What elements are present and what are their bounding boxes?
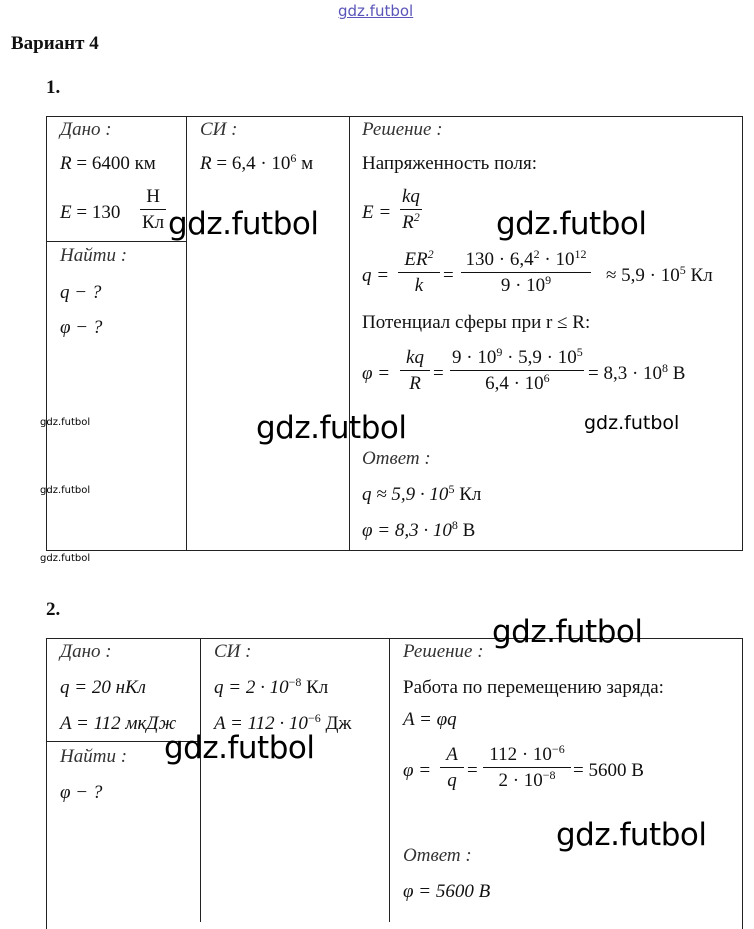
si-radius: $R = 6,4 \cdot 10^6$ м <box>200 151 314 174</box>
find-item: φ − ? <box>60 782 103 803</box>
solution-text: Потенциал сферы при r ≤ R: <box>362 312 591 333</box>
eq-potential-fraction: $\frac{A}{q}$ <box>440 745 464 790</box>
answer-potential: φ = 5600 В <box>403 881 491 902</box>
eq-charge-lhs: q = <box>362 265 390 286</box>
eq-work: A = φq <box>403 709 457 730</box>
watermark: gdz.futbol <box>492 614 643 650</box>
eq-field-fraction: $\frac{kq}{R^2}$ <box>402 186 420 233</box>
given-field: E = 130 <box>60 202 121 223</box>
eq-charge-equals: = <box>443 265 454 286</box>
variant-title: Вариант 4 <box>11 33 99 54</box>
eq-field-lhs: E = <box>362 202 392 223</box>
problem-1-divider <box>349 116 350 550</box>
eq-potential-equals: = <box>433 363 444 384</box>
watermark: gdz.futbol <box>40 553 91 564</box>
solution-header: Решение : <box>403 641 484 662</box>
solution-text: Работа по перемещению заряда: <box>403 677 664 698</box>
eq-potential-numeric-fraction: $\frac{9 \cdot 10^9 \cdot 5,9 \cdot 10^5}{6,4 \cdot 10^6}$ <box>452 345 583 394</box>
eq-potential-numeric-fraction: $\frac{112 \cdot 10^{-6}}{2 \cdot 10^{-8}}$ <box>483 745 571 790</box>
find-header: Найти : <box>60 746 128 767</box>
solution-header: Решение : <box>362 119 443 140</box>
answer-potential: $\varphi = 8,3 \cdot 10^8$ В <box>362 518 476 541</box>
eq-charge-numeric-fraction: $\frac{130 \cdot 6,4^2 \cdot 10^{12}}{9 \cdot 10^9}$ <box>461 250 591 295</box>
problem-1-divider <box>46 241 187 242</box>
find-item: φ − ? <box>60 317 103 338</box>
given-radius: R = 6400 км <box>60 153 156 174</box>
answer-header: Ответ : <box>403 845 472 866</box>
watermark: gdz.futbol <box>168 206 319 242</box>
si-header: СИ : <box>200 119 238 140</box>
problem-2-divider <box>389 638 390 922</box>
eq-potential-result: = 5600 В <box>573 760 644 781</box>
watermark: gdz.futbol <box>496 206 647 242</box>
find-header: Найти : <box>60 245 128 266</box>
watermark: gdz.futbol <box>584 412 680 434</box>
problem-1-divider <box>186 116 187 550</box>
si-charge: $q = 2 \cdot 10^{-8}$ Кл <box>214 675 329 698</box>
eq-potential-lhs: φ = <box>362 363 391 384</box>
watermark: gdz.futbol <box>556 817 707 853</box>
given-header: Дано : <box>60 119 112 140</box>
eq-potential-result: = $8,3 \cdot 10^8$ В <box>588 361 686 384</box>
eq-potential-fraction: $\frac{kq}{R}$ <box>400 348 430 393</box>
given-work: A = 112 мкДж <box>60 713 177 734</box>
problem-2-number: 2. <box>46 599 61 620</box>
watermark: gdz.futbol <box>164 730 315 766</box>
problem-1-number: 1. <box>46 77 61 98</box>
top-watermark: gdz.futbol <box>338 2 414 20</box>
field-unit-fraction: Н Кл <box>142 186 165 233</box>
eq-charge-fraction: $\frac{ER^2}{k}$ <box>398 250 440 295</box>
problem-2-divider <box>200 638 201 922</box>
solution-text: Напряженность поля: <box>362 153 537 174</box>
watermark: gdz.futbol <box>40 485 91 496</box>
eq-charge-result: ≈ $5,9 \cdot 10^5$ Кл <box>606 263 713 286</box>
watermark: gdz.futbol <box>40 417 91 428</box>
watermark: gdz.futbol <box>256 410 407 446</box>
eq-potential-equals: = <box>467 760 478 781</box>
find-item: q − ? <box>60 282 102 303</box>
given-charge: q = 20 нКл <box>60 677 146 698</box>
si-header: СИ : <box>214 641 252 662</box>
eq-potential-lhs: φ = <box>403 760 432 781</box>
si-work: $A = 112 \cdot 10^{-6}$ Дж <box>214 711 352 734</box>
answer-header: Ответ : <box>362 448 431 469</box>
answer-charge: $q \approx 5,9 \cdot 10^5$ Кл <box>362 482 482 505</box>
given-header: Дано : <box>60 641 112 662</box>
